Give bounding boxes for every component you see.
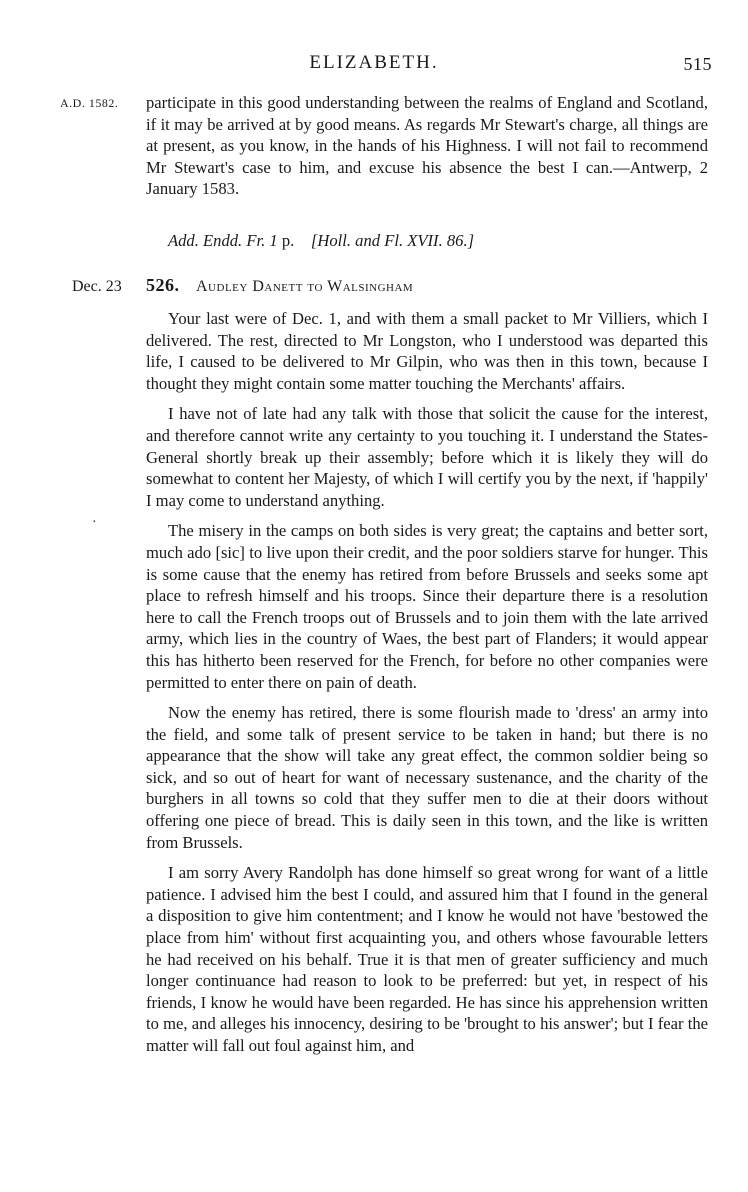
margin-date: Dec. 23	[72, 278, 122, 295]
entry-number: 526.	[146, 275, 180, 295]
endorsement-text: Add. Endd. Fr. 1	[168, 231, 278, 250]
running-title: ELIZABETH.	[309, 52, 439, 73]
opening-text	[146, 92, 708, 200]
endorsement-reference: [Holl. and Fl. XVII. 86.]	[310, 231, 475, 250]
endorsement-line	[146, 230, 730, 252]
letter-body	[146, 308, 708, 1057]
paragraph: The misery in the camps on both sides is very great; the captains and better sort, much ado [sic] to live upon their credit, and the poor soldiers starve for hunger. This is some cause that the enemy has retired from before Brussels and seeks some apt place to refresh himself and his troops. Since their departure there is a resolution here to call the French troops out of Brussels and to join them with the late arrived army, which lies in the country of Waes, the best part of Flanders; it would appear this has hitherto been reserved for the French, for before no other companies were permitted to enter there on pain of death.	[146, 521, 708, 692]
paragraph: I have not of late had any talk with those that solicit the cause for the interest, and therefore cannot write any certainty to you touching it. I understand the States-General shortly break up their assembly; before which it is likely they will do somewhat to content her Majesty, of which I will certify you by the next, if 'happily' I may come to understand anything.	[146, 404, 708, 510]
margin-year: A.D. 1582.	[60, 96, 119, 110]
page-number: 515	[683, 54, 712, 74]
continued-paragraph: participate in this good understanding between the realms of England and Scotland, if it may be arrived at by good means. As regards Mr Stewart's charge, all things are at present, as you know, in the hands of his Highness. I will not fail to recommend Mr Stewart's case to him, and excuse his absence the best I can.—Antwerp, 2 January 1583.	[146, 93, 708, 199]
entry-heading	[146, 275, 708, 298]
stray-dot: ·	[92, 515, 97, 530]
page-header	[0, 52, 748, 76]
entry-title: Audley Danett to Walsingham	[196, 278, 414, 295]
paragraph: Now the enemy has retired, there is some flourish made to 'dress' an army into the field, and some talk of present service to be taken in hand; but there is no appearance that the show will take any great effect, the common soldier being so sick, and so out of heart for want of necessary sustenance, and the charity of the burghers in all towns so cold that they suffer men to die at their doors without offering one piece of bread. This is daily seen in this town, and the like is written from Brussels.	[146, 703, 708, 852]
paragraph: I am sorry Avery Randolph has done himself so great wrong for want of a little patience. I advised him the best I could, and assured him that I found in the general a disposition to give him contentment; and I know he would not have 'bestowed the place from him' without first acquainting you, and others whose favourable letters he had received on his behalf. True it is that men of greater sufficiency and much longer continuance had reason to look to be preferred: but yet, in respect of his friends, I know he would have been regarded. He has since his apprehension written to me, and alleges his innocency, desiring to be 'brought to his answer'; but I fear the matter will fall out foul against him, and	[146, 863, 708, 1055]
endorsement-pages: p.	[281, 231, 295, 250]
paragraph: Your last were of Dec. 1, and with them a small packet to Mr Villiers, which I delivered. The rest, directed to Mr Longston, who I understood was departed this life, I caused to be delivered to Mr Gilpin, who was then in this town, because I thought they might contain some matter touching the Merchants' affairs.	[146, 309, 708, 393]
